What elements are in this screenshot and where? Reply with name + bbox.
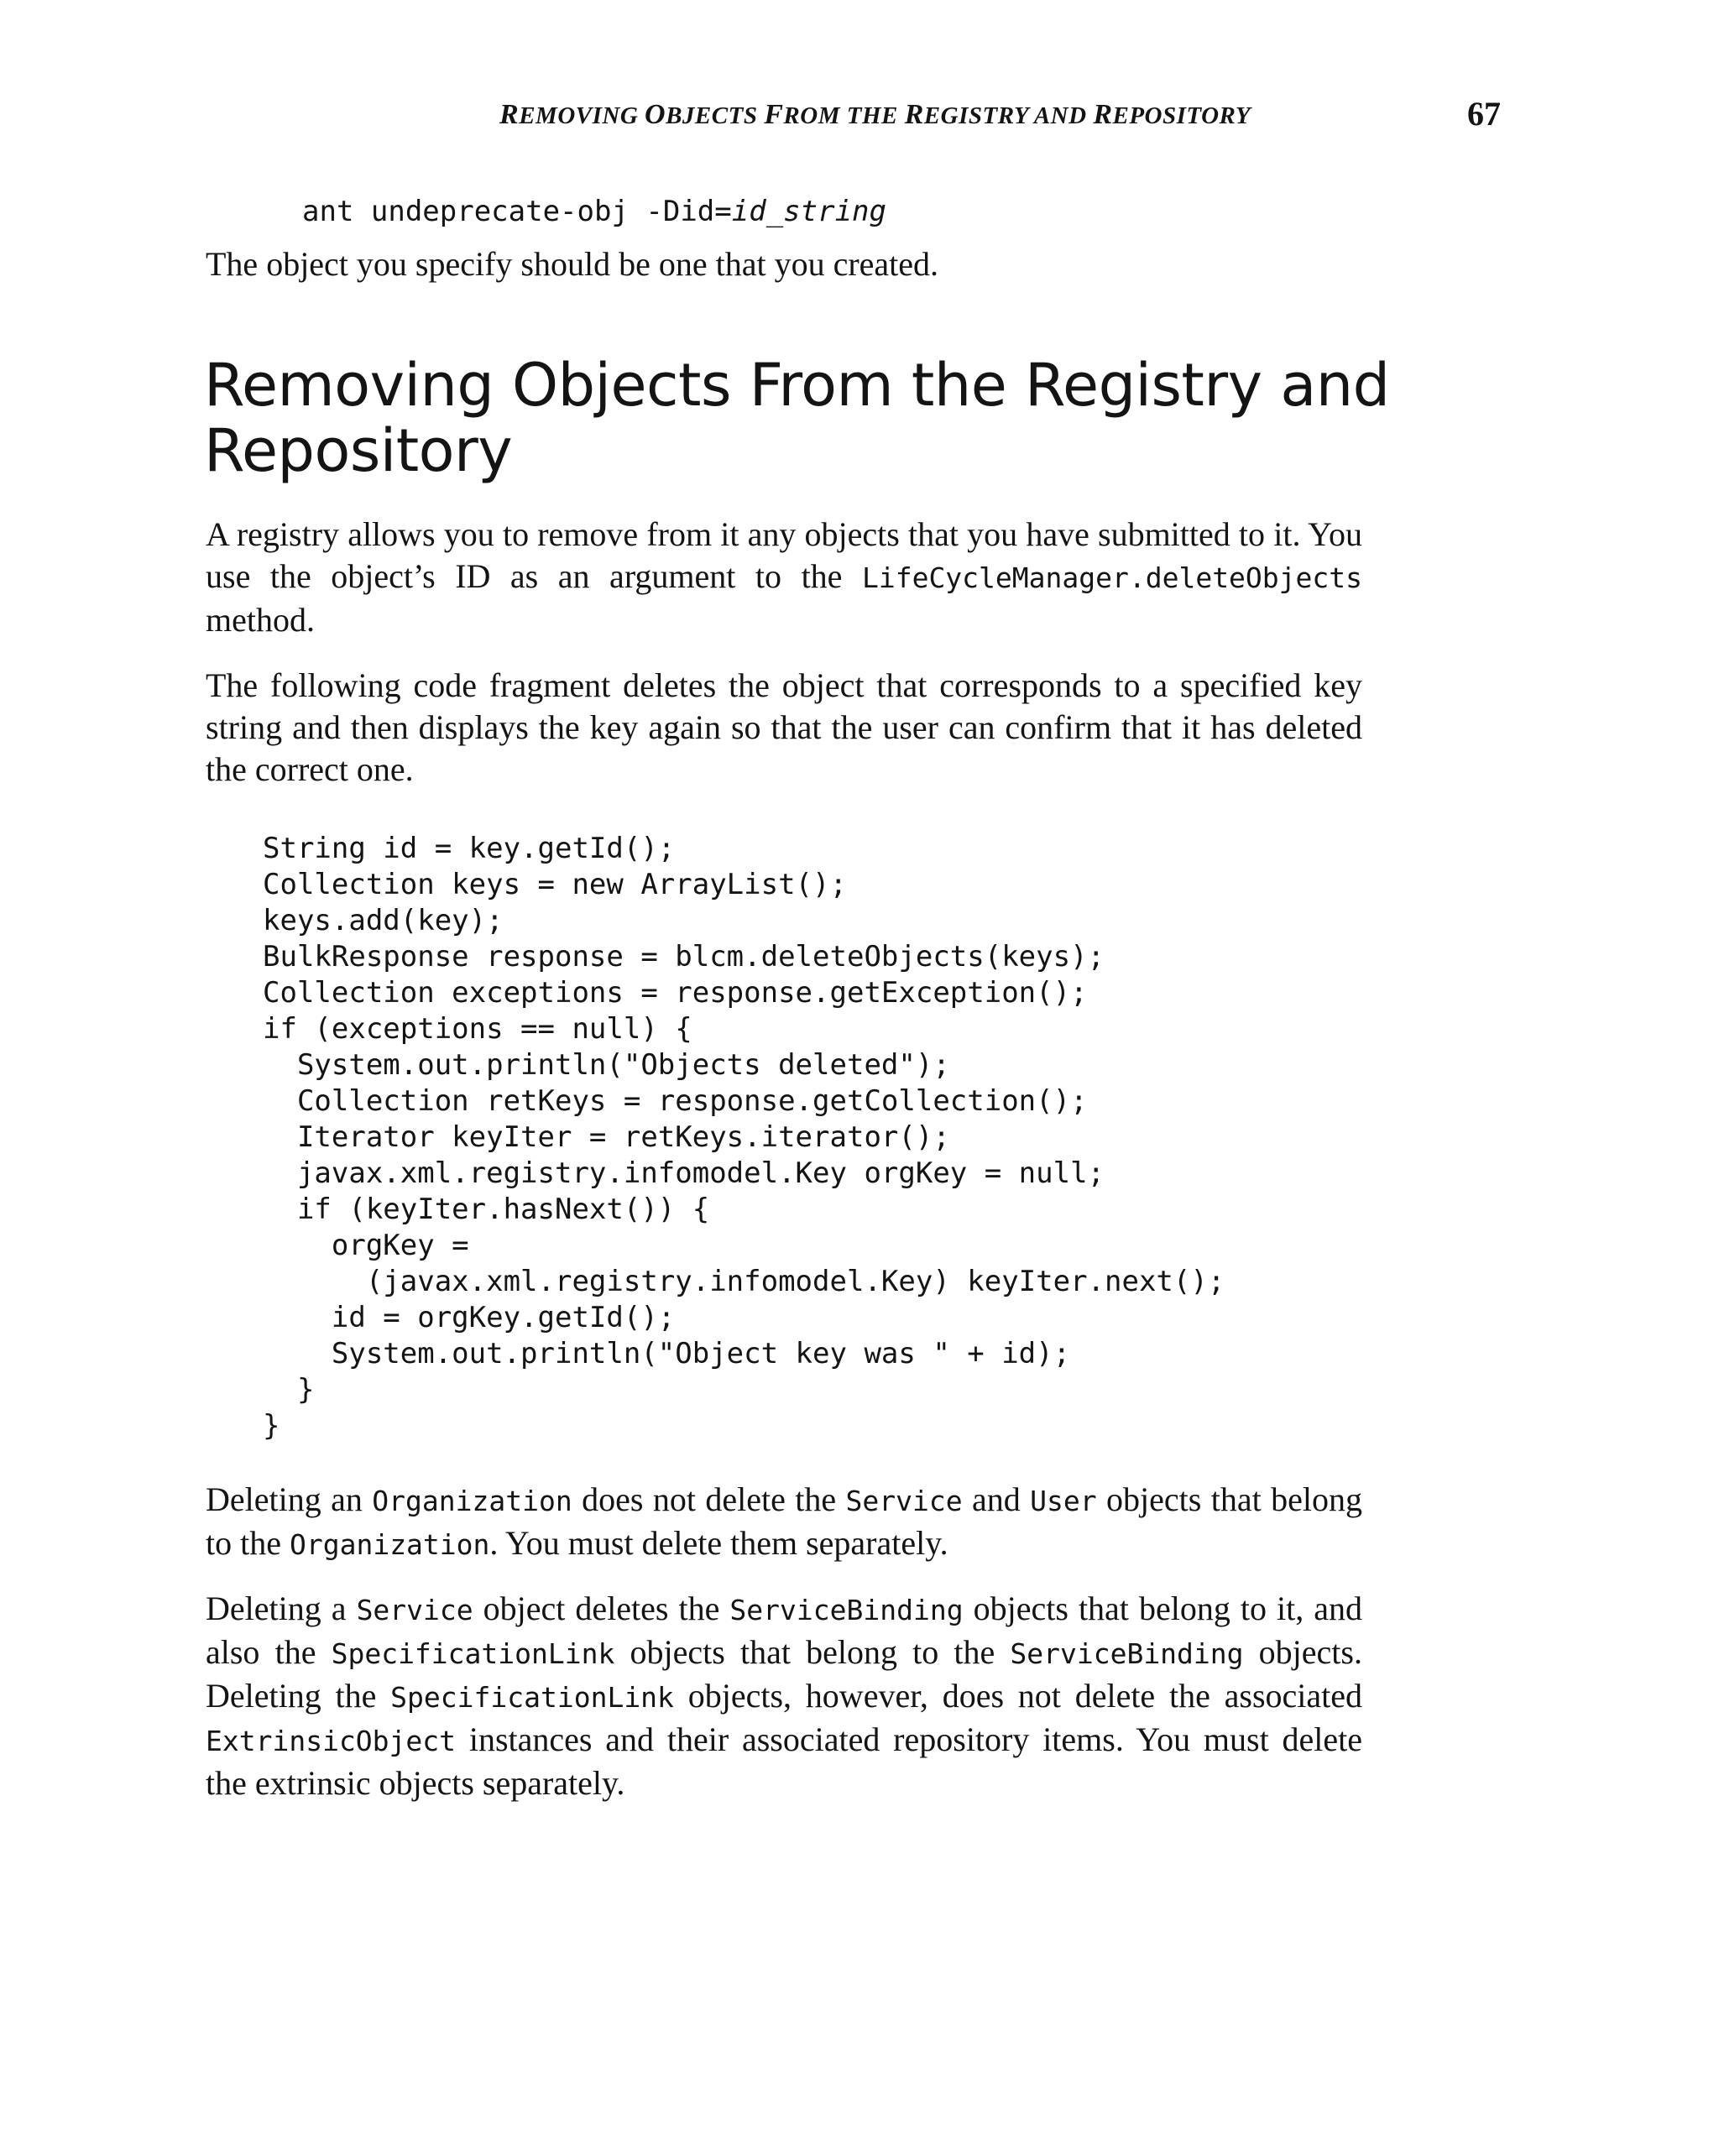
inline-code: Service: [845, 1485, 963, 1517]
inline-code: ServiceBinding: [729, 1594, 964, 1626]
inline-code: ExtrinsicObject: [206, 1725, 457, 1757]
running-head-initial: O: [645, 99, 666, 130]
command-argument: id_string: [731, 195, 886, 228]
text-run: and: [962, 1480, 1031, 1518]
inline-code: User: [1030, 1485, 1097, 1517]
command-line: [302, 195, 886, 228]
code-line: (javax.xml.registry.infomodel.Key) keyIter.next();: [263, 1265, 1225, 1298]
paragraph-1: [206, 514, 1362, 641]
text-run: objects that belong to the: [206, 1480, 1362, 1562]
inline-code: Organization: [289, 1528, 490, 1561]
code-line: if (exceptions == null) {: [263, 1012, 692, 1046]
inline-code: ServiceBinding: [1010, 1637, 1244, 1670]
code-line: keys.add(key);: [263, 904, 504, 937]
inline-code: Service: [356, 1594, 473, 1626]
code-listing: [263, 831, 1225, 1444]
command-prefix: ant undeprecate-obj -Did=: [302, 195, 732, 228]
running-head-initial: R: [904, 99, 924, 130]
inline-code: Organization: [372, 1485, 572, 1517]
page-number: 67: [1467, 95, 1501, 133]
code-line: }: [263, 1373, 315, 1407]
code-line: orgKey =: [263, 1229, 469, 1262]
paragraph-3: [206, 1479, 1362, 1566]
text-run: objects, however, does not delete the associated: [673, 1677, 1362, 1715]
inline-code: SpecificationLink: [390, 1681, 674, 1714]
code-line: Collection keys = new ArrayList();: [263, 868, 847, 901]
code-line: System.out.println("Objects deleted");: [263, 1048, 950, 1082]
running-head-initial: F: [764, 99, 784, 130]
running-head: [499, 99, 1251, 131]
section-heading: Removing Objects From the Registry and Repository: [204, 351, 1390, 485]
code-line: javax.xml.registry.infomodel.Key orgKey = null;: [263, 1156, 1105, 1190]
text-run: objects. Deleting the: [206, 1633, 1362, 1715]
text-run: The following code fragment deletes the object that corresponds to a specified key string and then displays the key again so that the user can confirm that it has deleted the correct one.: [206, 666, 1362, 788]
running-head-rest: ROM THE: [783, 102, 898, 129]
intro-sentence: The object you specify should be one that you created.: [206, 245, 939, 283]
code-line: System.out.println("Object key was " + id);: [263, 1337, 1071, 1370]
text-run: object deletes the: [473, 1590, 730, 1627]
text-run: . You must delete them separately.: [489, 1524, 948, 1562]
text-run: Deleting an: [206, 1480, 373, 1518]
code-line: Collection retKeys = response.getCollection();: [263, 1084, 1088, 1118]
text-run: objects that belong to it, and also the: [206, 1590, 1363, 1671]
running-head-initial: R: [499, 99, 520, 130]
text-run: objects that belong to the: [614, 1633, 1011, 1671]
inline-code: LifeCycleManager.deleteObjects: [861, 561, 1362, 594]
code-line: Collection exceptions = response.getException();: [263, 976, 1088, 1010]
paragraph-2: [206, 665, 1362, 791]
text-run: instances and their associated repository items. You must delete the extrinsic objects separately.: [206, 1720, 1362, 1802]
code-line: String id = key.getId();: [263, 832, 676, 865]
paragraph-4: [206, 1588, 1362, 1804]
code-line: id = orgKey.getId();: [263, 1301, 676, 1334]
code-line: BulkResponse response = blcm.deleteObjects(keys);: [263, 940, 1105, 974]
code-line: }: [263, 1409, 280, 1443]
code-line: if (keyIter.hasNext()) {: [263, 1193, 710, 1226]
running-head-initial: R: [1093, 99, 1113, 130]
inline-code: SpecificationLink: [331, 1637, 615, 1670]
text-run: method.: [206, 601, 315, 639]
running-head-rest: EPOSITORY: [1112, 102, 1251, 129]
text-run: Deleting a: [206, 1590, 357, 1627]
running-head-rest: EGISTRY AND: [923, 102, 1087, 129]
running-head-rest: EMOVING: [519, 102, 639, 129]
text-run: A registry allows you to remove from it any objects that you have submitted to it. You use the object’s ID as an argument to the: [206, 515, 1362, 595]
code-line: Iterator keyIter = retKeys.iterator();: [263, 1120, 950, 1154]
running-head-rest: BJECTS: [666, 102, 758, 129]
text-run: does not delete the: [572, 1480, 846, 1518]
